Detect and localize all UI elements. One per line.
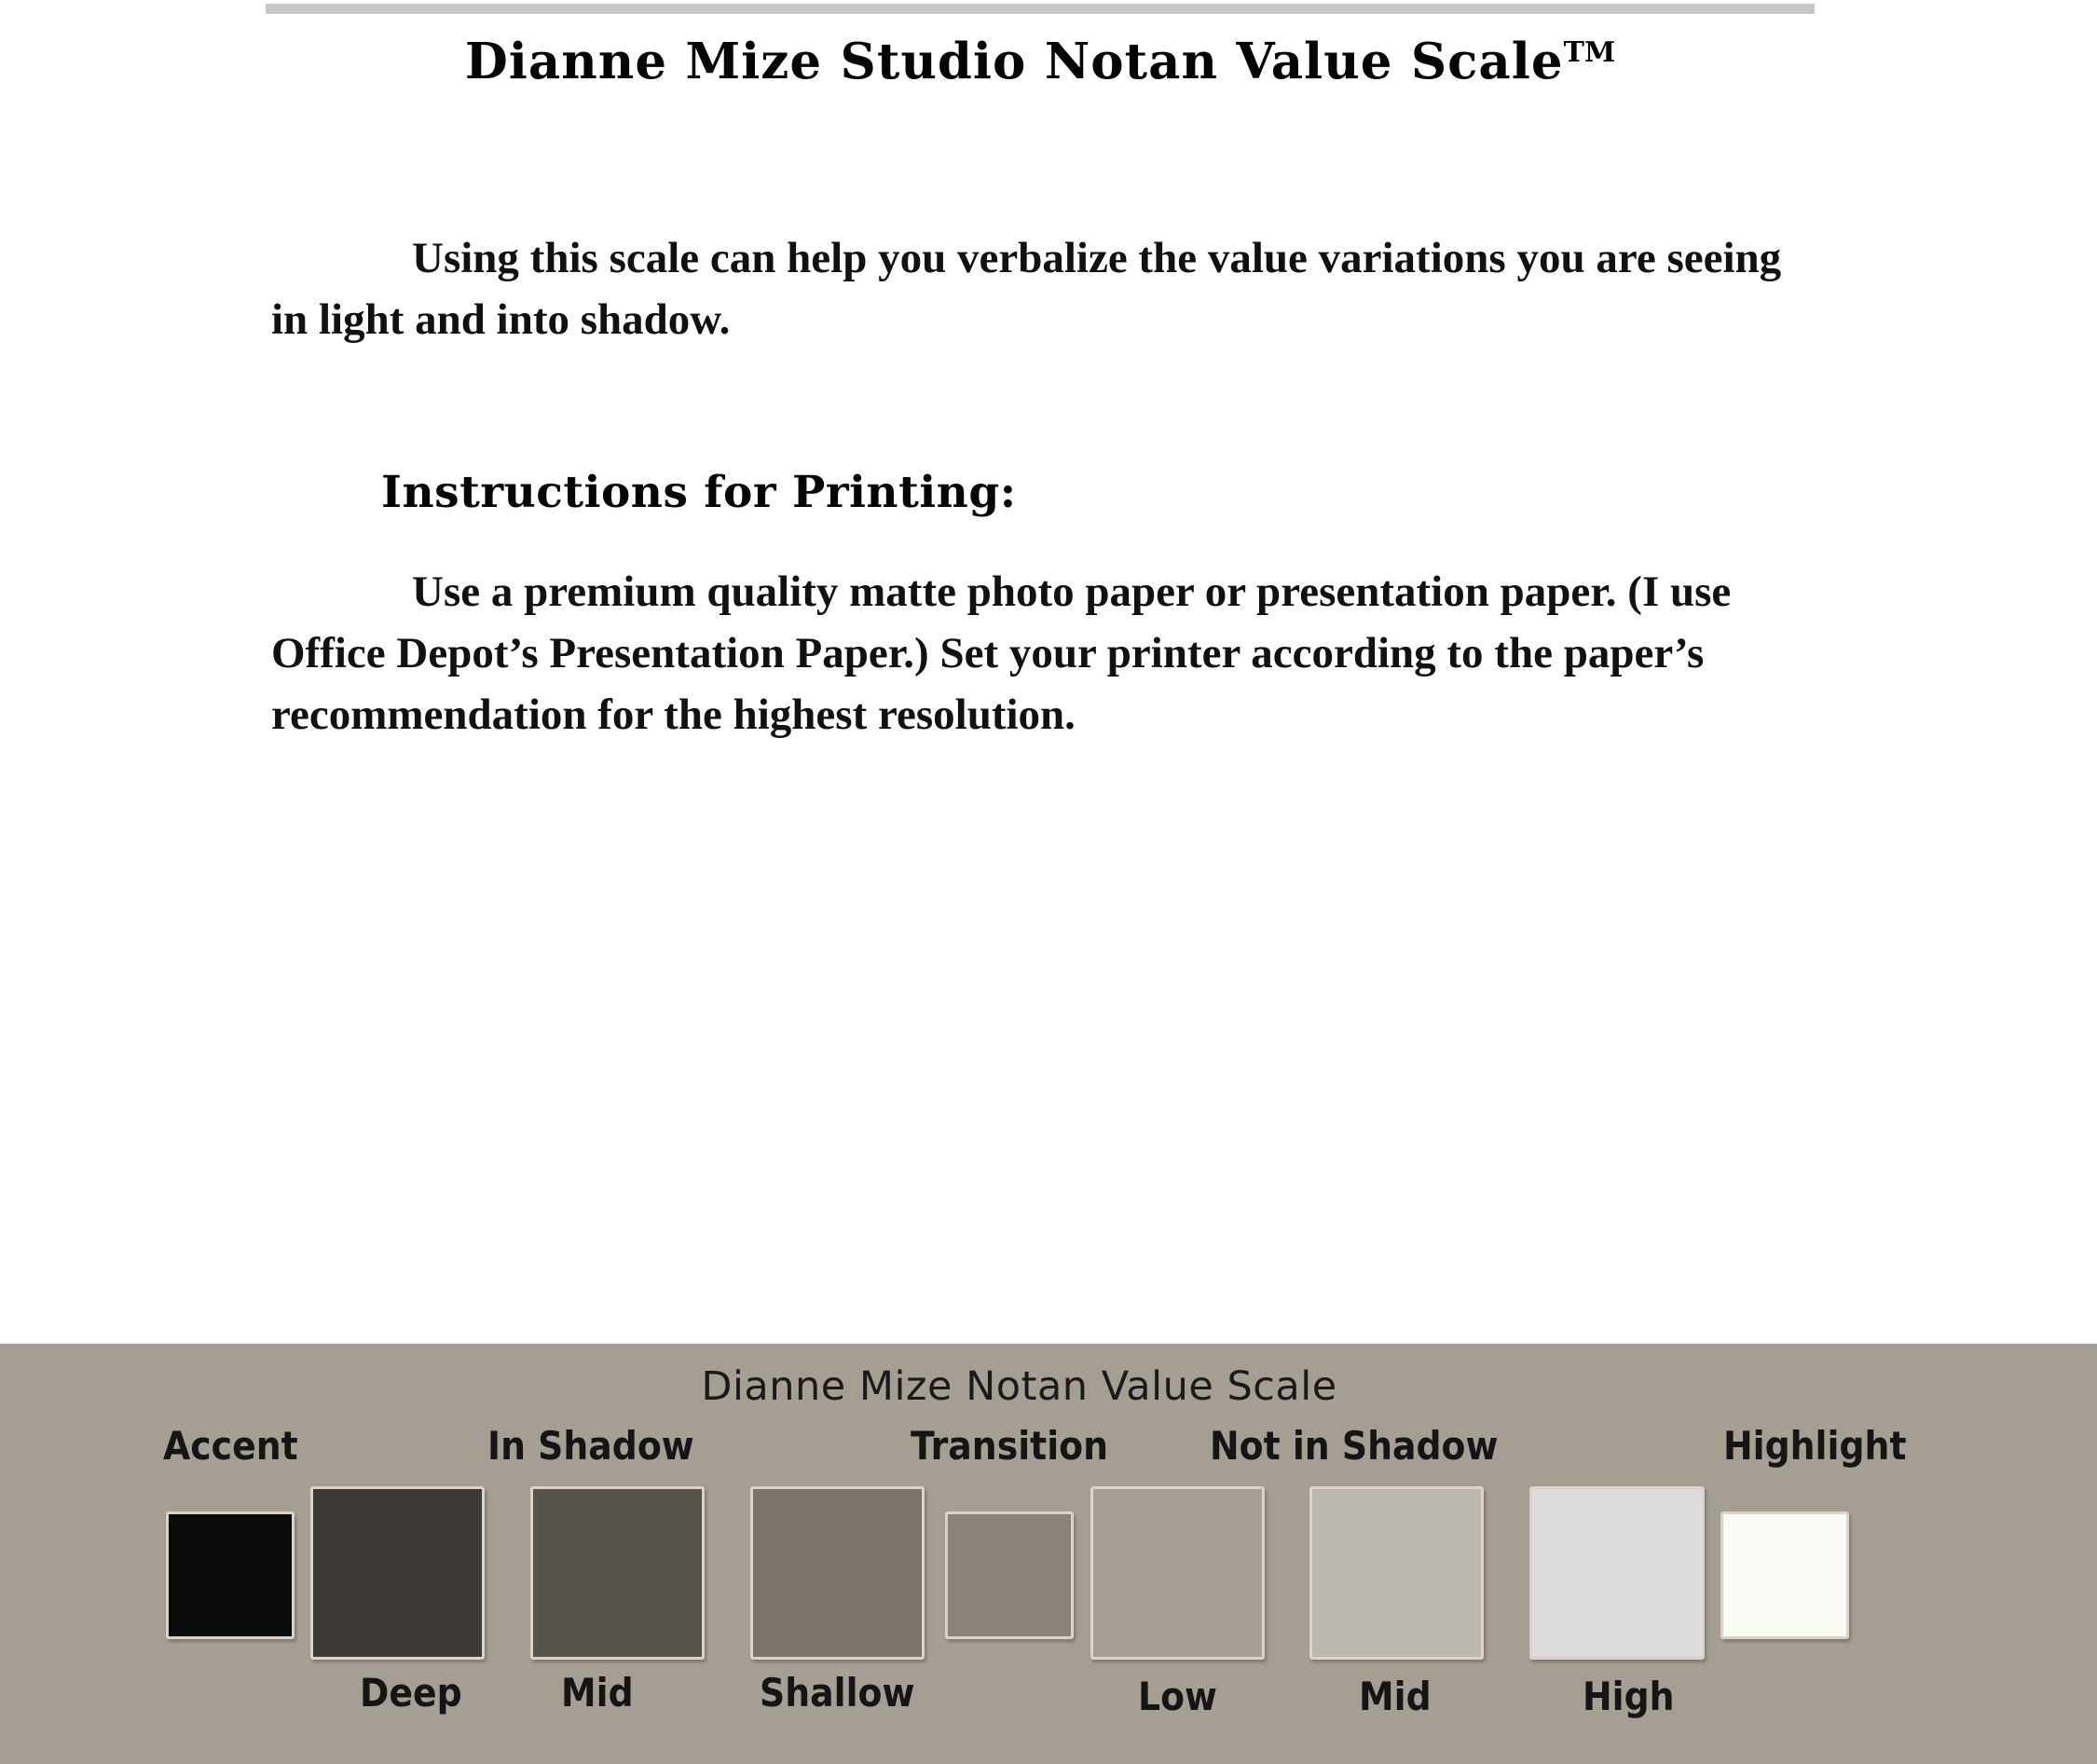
printing-instructions-paragraph: Use a premium quality matte photo paper or presentation paper. (I use Office Depot’s Presentation Paper.) Set your printer according to the paper’s recommendation for the highest resolution. xyxy=(271,567,1732,739)
label-transition: Transition xyxy=(911,1423,1109,1469)
label-not-in-shadow: Not in Shadow xyxy=(1210,1423,1499,1469)
swatch-deep xyxy=(310,1486,485,1660)
swatch-highlight xyxy=(1720,1511,1849,1639)
label-accent: Accent xyxy=(163,1423,298,1469)
document-title-text: Dianne Mize Studio Notan Value Scale xyxy=(464,33,1564,90)
swatch-mid-light xyxy=(1309,1486,1484,1660)
document-title xyxy=(266,21,1815,94)
swatch-high xyxy=(1529,1486,1705,1660)
swatch-accent xyxy=(166,1511,295,1639)
label-shallow: Shallow xyxy=(760,1670,915,1716)
label-mid-light: Mid xyxy=(1359,1674,1432,1719)
value-scale-panel xyxy=(0,1344,2097,1764)
swatch-mid-shadow xyxy=(530,1486,705,1660)
top-rule xyxy=(266,4,1815,14)
label-highlight: Highlight xyxy=(1723,1423,1907,1469)
swatch-transition xyxy=(945,1511,1074,1639)
label-in-shadow: In Shadow xyxy=(487,1423,694,1469)
intro-paragraph: Using this scale can help you verbalize the value variations you are seeing in light and into shadow. xyxy=(271,234,1782,344)
swatch-low xyxy=(1090,1486,1265,1660)
label-deep: Deep xyxy=(360,1670,462,1716)
swatch-shallow xyxy=(750,1486,925,1660)
label-mid-shadow: Mid xyxy=(561,1670,634,1716)
trademark-mark: TM xyxy=(1563,36,1616,69)
label-high: High xyxy=(1583,1674,1675,1719)
printing-instructions-heading: Instructions for Printing: xyxy=(381,467,1017,518)
value-scale-title: Dianne Mize Notan Value Scale xyxy=(701,1363,1337,1410)
label-low: Low xyxy=(1138,1674,1217,1719)
